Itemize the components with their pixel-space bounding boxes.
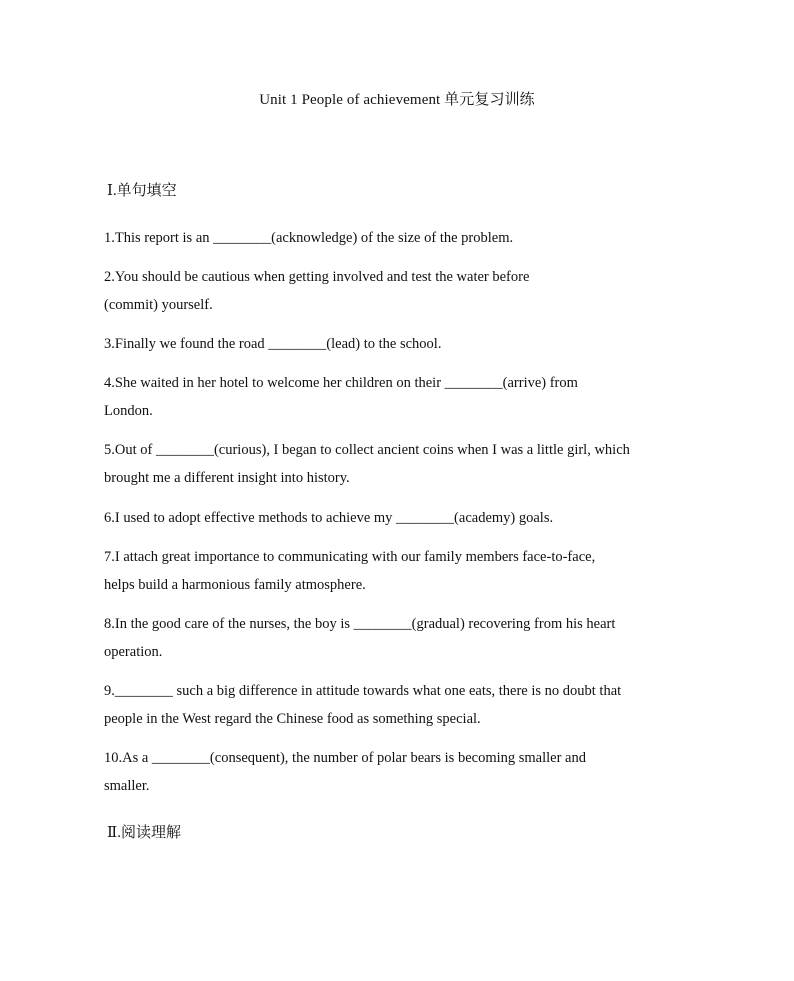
question-4	[104, 369, 704, 425]
section-heading-fill-in: Ⅰ.单句填空	[107, 183, 177, 199]
question-line: helps build a harmonious family atmosphere.	[104, 577, 366, 593]
question-line: (commit) yourself.	[104, 297, 213, 313]
question-line: 6.I used to adopt effective methods to achieve my ________(academy) goals.	[104, 510, 554, 526]
question-line: 7.I attach great importance to communicating with our family members face-to-face,	[104, 549, 596, 565]
question-5	[104, 436, 704, 492]
question-line: 4.She waited in her hotel to welcome her children on their ________(arrive) from	[104, 375, 578, 391]
question-6	[104, 504, 704, 532]
question-10	[104, 744, 704, 800]
question-9	[104, 677, 704, 733]
question-line: 2.You should be cautious when getting involved and test the water before	[104, 269, 530, 285]
question-3	[104, 330, 704, 358]
section-heading-reading: Ⅱ.阅读理解	[107, 825, 181, 841]
question-7	[104, 543, 704, 599]
question-line: operation.	[104, 644, 163, 660]
question-line: 1.This report is an ________(acknowledge) of the size of the problem.	[104, 230, 514, 246]
question-line: 8.In the good care of the nurses, the boy is ________(gradual) recovering from his heart	[104, 616, 616, 632]
question-line: brought me a different insight into history.	[104, 470, 350, 486]
question-8	[104, 610, 704, 666]
question-line: smaller.	[104, 778, 150, 794]
question-line: 10.As a ________(consequent), the number of polar bears is becoming smaller and	[104, 750, 586, 766]
question-1	[104, 224, 704, 252]
question-2	[104, 263, 704, 319]
page-title: Unit 1 People of achievement 单元复习训练	[259, 92, 535, 108]
question-line: 5.Out of ________(curious), I began to collect ancient coins when I was a little girl, which	[104, 442, 630, 458]
question-line: 9.________ such a big difference in attitude towards what one eats, there is no doubt that	[104, 683, 622, 699]
question-line: people in the West regard the Chinese food as something special.	[104, 711, 481, 727]
question-line: 3.Finally we found the road ________(lead) to the school.	[104, 336, 442, 352]
question-line: London.	[104, 403, 153, 419]
